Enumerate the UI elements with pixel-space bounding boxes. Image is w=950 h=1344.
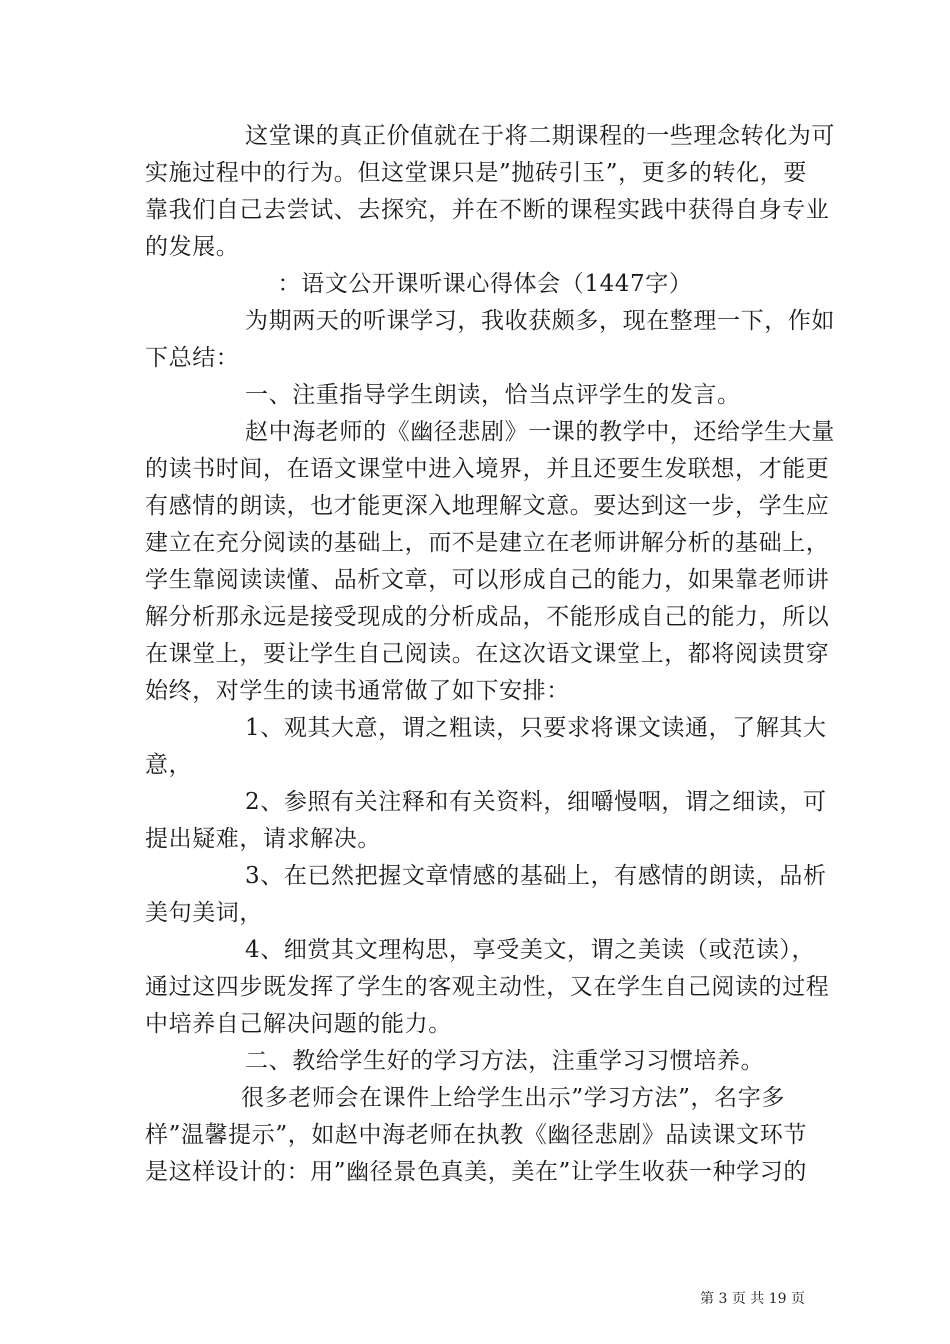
list-item-line: 3、在已然把握文章情感的基础上，有感情的朗读，品析 (245, 863, 827, 889)
paragraph-line: 通过这四步既发挥了学生的客观主动性，又在学生自己阅读的过程 (145, 974, 830, 1000)
paragraph-line: 很多老师会在课件上给学生出示”学习方法”，名字多 (241, 1085, 785, 1111)
paragraph-line: 靠我们自己去尝试、去探究，并在不断的课程实践中获得自身专业 (145, 197, 830, 223)
paragraph-line: 的读书时间，在语文课堂中进入境界，并且还要生发联想，才能更 (145, 456, 830, 482)
paragraph-line: 这堂课的真正价值就在于将二期课程的一些理念转化为可 (245, 123, 835, 149)
paragraph-line: 学生靠阅读读懂、品析文章，可以形成自己的能力，如果靠老师讲 (145, 567, 830, 593)
paragraph-line: 解分析那永远是接受现成的分析成品，不能形成自己的能力，所以 (145, 604, 830, 630)
paragraph-line: 有感情的朗读，也才能更深入地理解文意。要达到这一步，学生应 (145, 493, 830, 519)
list-item-line: 美句美词， (145, 900, 263, 926)
paragraph-line: 始终，对学生的读书通常做了如下安排： (145, 678, 570, 704)
section-title: ：语文公开课听课心得体会（1447字） (277, 271, 693, 297)
paragraph-line: 中培养自己解决问题的能力。 (145, 1011, 452, 1037)
paragraph-line: 是这样设计的：用”幽径景色真美，美在”让学生收获一种学习的 (145, 1159, 807, 1185)
list-item-line: 1、观其大意，谓之粗读，只要求将课文读通，了解其大 (245, 715, 827, 741)
section-heading: 一、注重指导学生朗读，恰当点评学生的发言。 (245, 382, 741, 408)
paragraph-line: 建立在充分阅读的基础上，而不是建立在老师讲解分析的基础上， (145, 530, 830, 556)
list-item-line: 4、细赏其文理构思，享受美文，谓之美读（或范读）， (245, 937, 816, 963)
document-body (145, 118, 835, 1191)
paragraph-line: 样”温馨提示”，如赵中海老师在执教《幽径悲剧》品读课文环节 (145, 1122, 807, 1148)
list-item-line: 提出疑难，请求解决。 (145, 826, 381, 852)
section-heading: 二、教给学生好的学习方法，注重学习习惯培养。 (245, 1048, 765, 1074)
paragraph-line: 下总结： (145, 345, 240, 371)
paragraph-line: 实施过程中的行为。但这堂课只是”抛砖引玉”，更多的转化，要 (145, 160, 807, 186)
paragraph-line: 在课堂上，要让学生自己阅读。在这次语文课堂上，都将阅读贯穿 (145, 641, 830, 667)
page-number: 第 3 页 共 19 页 (700, 1291, 805, 1307)
paragraph-line: 赵中海老师的《幽径悲剧》一课的教学中，还给学生大量 (245, 419, 835, 445)
list-item-line: 2、参照有关注释和有关资料，细嚼慢咽，谓之细读，可 (245, 789, 827, 815)
paragraph-line: 为期两天的听课学习，我收获颇多，现在整理一下，作如 (245, 308, 835, 334)
paragraph-line: 的发展。 (145, 234, 240, 260)
list-item-line: 意， (145, 752, 193, 778)
